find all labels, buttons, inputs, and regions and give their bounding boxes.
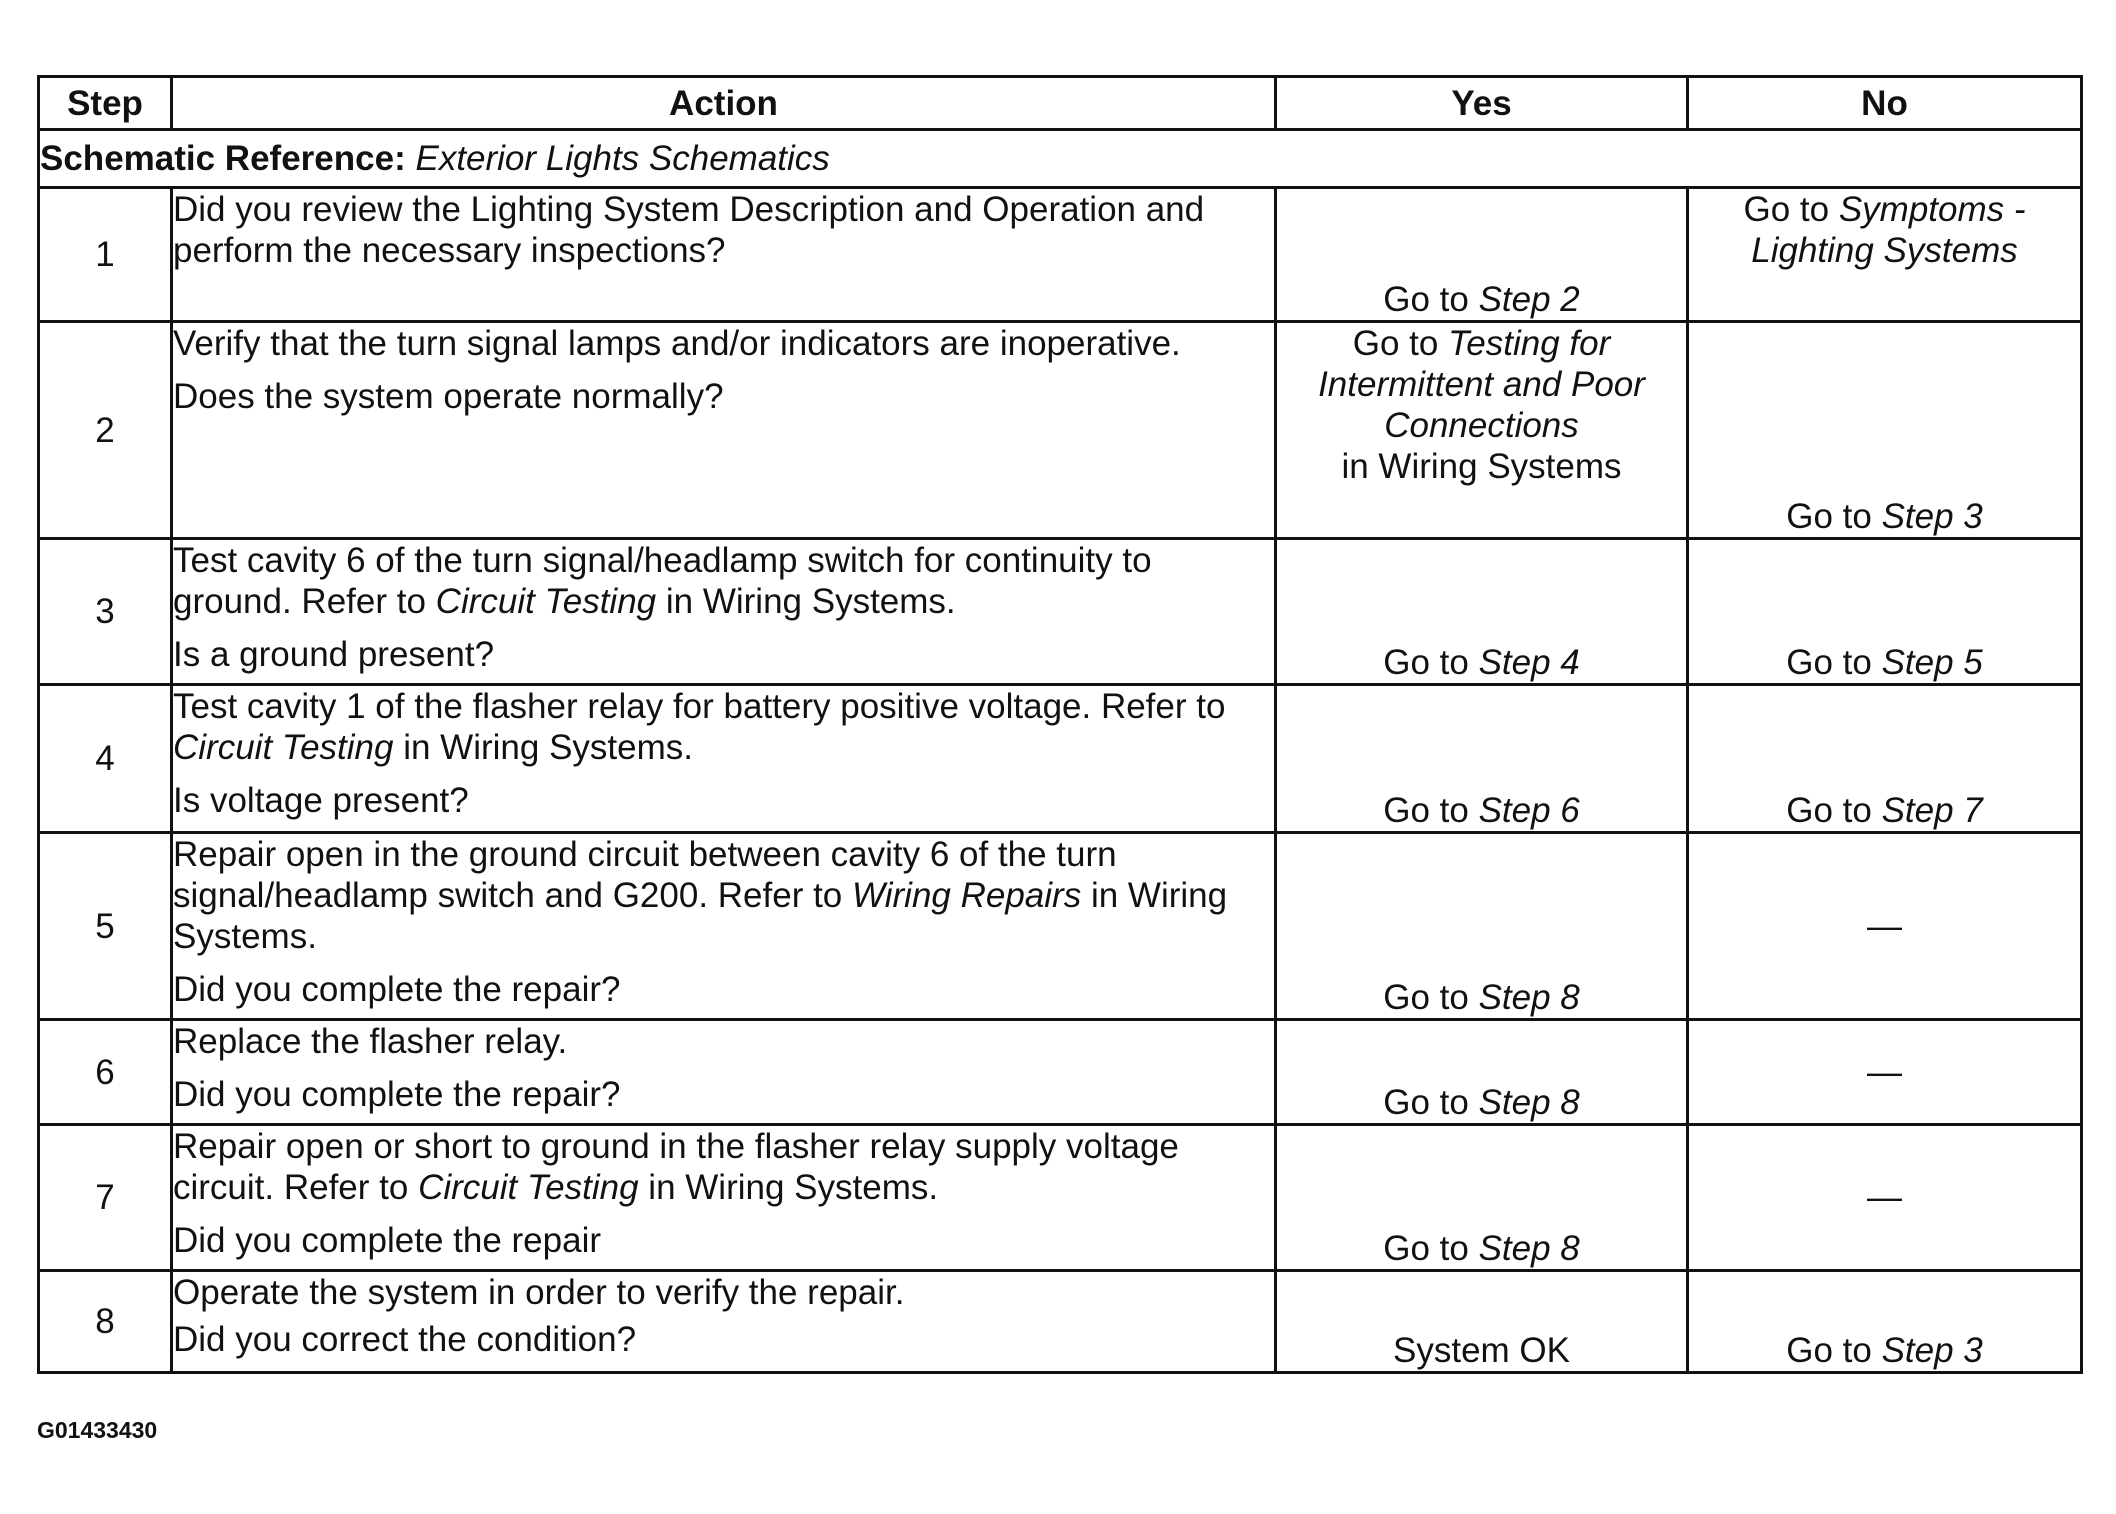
- action-cell: [172, 1125, 1276, 1271]
- action-text: [173, 540, 1274, 622]
- yes-cell: [1276, 1125, 1688, 1271]
- table-row: [39, 322, 2082, 539]
- action-question: Did you correct the condition?: [173, 1320, 637, 1359]
- no-prefix: Go to: [1786, 497, 1872, 536]
- action-cell: [172, 1020, 1276, 1125]
- no-cell: [1688, 322, 2082, 539]
- yes-cell: [1276, 685, 1688, 833]
- action-question: Is a ground present?: [173, 635, 495, 674]
- action-reference-link[interactable]: Circuit Testing: [173, 728, 394, 767]
- yes-prefix: Go to: [1383, 791, 1469, 830]
- step-number: 2: [39, 322, 172, 539]
- yes-cell: [1276, 1271, 1688, 1373]
- header-row: [39, 77, 2082, 130]
- action-text-pre: Repair open in the ground circuit between cavity 6 of the turn signal/headlamp switch and G200. Refer to: [173, 835, 1117, 915]
- action-text-pre: Repair open or short to ground in the flasher relay supply voltage circuit. Refer to: [173, 1127, 1179, 1207]
- action-text-post: in Wiring Systems.: [665, 582, 956, 621]
- no-link[interactable]: Step 3: [1881, 497, 1983, 536]
- header-yes: Yes: [1276, 77, 1688, 130]
- action-question: Does the system operate normally?: [173, 377, 724, 416]
- no-cell: [1688, 539, 2082, 685]
- yes-link[interactable]: Step 8: [1478, 978, 1580, 1017]
- no-link[interactable]: Step 3: [1881, 1331, 1983, 1370]
- yes-link[interactable]: Step 8: [1478, 1229, 1580, 1268]
- yes-prefix: Go to: [1383, 1229, 1469, 1268]
- yes-suffix: in Wiring Systems: [1341, 447, 1622, 486]
- schematic-reference-row: [39, 130, 2082, 188]
- table-row: [39, 188, 2082, 322]
- action-cell: [172, 188, 1276, 322]
- diagnostic-table-container: [37, 75, 2080, 1374]
- header-no: No: [1688, 77, 2082, 130]
- action-reference-link[interactable]: Wiring Repairs: [852, 876, 1082, 915]
- action-cell: [172, 539, 1276, 685]
- step-number: 4: [39, 685, 172, 833]
- schematic-reference-label: Schematic Reference:: [40, 139, 406, 178]
- header-action: Action: [172, 77, 1276, 130]
- action-text: Verify that the turn signal lamps and/or indicators are inoperative.: [173, 324, 1181, 363]
- no-dash: —: [1867, 906, 1902, 946]
- action-cell: [172, 1271, 1276, 1373]
- diagnostic-table: [37, 75, 2083, 1374]
- yes-link[interactable]: Step 2: [1478, 280, 1580, 319]
- no-cell: [1688, 833, 2082, 1020]
- action-question: Is voltage present?: [173, 781, 469, 820]
- no-dash: —: [1867, 1178, 1902, 1217]
- step-number: 8: [39, 1271, 172, 1373]
- no-prefix: Go to: [1743, 190, 1830, 229]
- action-reference-link[interactable]: Circuit Testing: [418, 1168, 639, 1207]
- yes-link[interactable]: Testing for Intermittent and Poor Connections: [1318, 324, 1645, 445]
- yes-prefix: Go to: [1383, 1083, 1469, 1122]
- action-text: [173, 1126, 1274, 1208]
- step-number: 7: [39, 1125, 172, 1271]
- action-text-post: in Wiring Systems.: [403, 728, 693, 767]
- no-cell: [1688, 1271, 2082, 1373]
- action-text: Replace the flasher relay.: [173, 1022, 568, 1061]
- table-row: [39, 1020, 2082, 1125]
- yes-prefix: Go to: [1383, 978, 1469, 1017]
- no-prefix: Go to: [1786, 1331, 1872, 1370]
- action-cell: [172, 322, 1276, 539]
- schematic-reference: [39, 130, 2082, 188]
- table-row: [39, 539, 2082, 685]
- no-link[interactable]: Symptoms - Lighting Systems: [1751, 190, 2026, 270]
- schematic-reference-link[interactable]: Exterior Lights Schematics: [415, 139, 830, 178]
- action-cell: [172, 685, 1276, 833]
- step-number: 5: [39, 833, 172, 1020]
- no-link[interactable]: Step 5: [1881, 643, 1983, 682]
- action-text: [173, 686, 1274, 768]
- table-row: [39, 685, 2082, 833]
- action-cell: [172, 833, 1276, 1020]
- yes-prefix: Go to: [1352, 324, 1439, 363]
- action-question: Did you complete the repair?: [173, 970, 621, 1009]
- action-text-post: in Wiring Systems.: [648, 1168, 939, 1207]
- yes-prefix: Go to: [1383, 280, 1469, 319]
- yes-link[interactable]: Step 8: [1478, 1083, 1580, 1122]
- action-question: Did you complete the repair: [173, 1221, 601, 1260]
- action-text-pre: Test cavity 1 of the flasher relay for battery positive voltage. Refer to: [173, 687, 1226, 726]
- yes-cell: [1276, 1020, 1688, 1125]
- action-text-pre: Test cavity 6 of the turn signal/headlamp switch for continuity to ground. Refer to: [173, 541, 1152, 621]
- step-number: 3: [39, 539, 172, 685]
- action-reference-link[interactable]: Circuit Testing: [435, 582, 657, 621]
- no-cell: [1688, 188, 2082, 322]
- yes-cell: [1276, 539, 1688, 685]
- yes-cell: [1276, 833, 1688, 1020]
- yes-link[interactable]: Step 6: [1478, 791, 1580, 830]
- step-number: 1: [39, 188, 172, 322]
- yes-link[interactable]: Step 4: [1478, 643, 1580, 682]
- table-row: [39, 833, 2082, 1020]
- action-text-post: in Wiring Systems.: [173, 876, 1228, 956]
- action-question: Did you complete the repair?: [173, 1075, 621, 1114]
- yes-cell: [1276, 322, 1688, 539]
- action-text: [173, 834, 1274, 957]
- table-row: [39, 1125, 2082, 1271]
- no-dash: —: [1867, 1052, 1902, 1092]
- yes-cell: [1276, 188, 1688, 322]
- action-text: Did you review the Lighting System Description and Operation and perform the necessary inspections?: [173, 190, 1205, 270]
- no-link[interactable]: Step 7: [1881, 791, 1983, 830]
- no-cell: [1688, 1020, 2082, 1125]
- figure-id: G01433430: [37, 1417, 158, 1443]
- yes-text: System OK: [1393, 1331, 1570, 1370]
- no-prefix: Go to: [1786, 643, 1872, 682]
- action-text: Operate the system in order to verify the repair.: [173, 1273, 905, 1312]
- step-number: 6: [39, 1020, 172, 1125]
- table-row: [39, 1271, 2082, 1373]
- no-prefix: Go to: [1786, 791, 1872, 830]
- yes-prefix: Go to: [1383, 643, 1469, 682]
- header-step: Step: [39, 77, 172, 130]
- no-cell: [1688, 1125, 2082, 1271]
- no-cell: [1688, 685, 2082, 833]
